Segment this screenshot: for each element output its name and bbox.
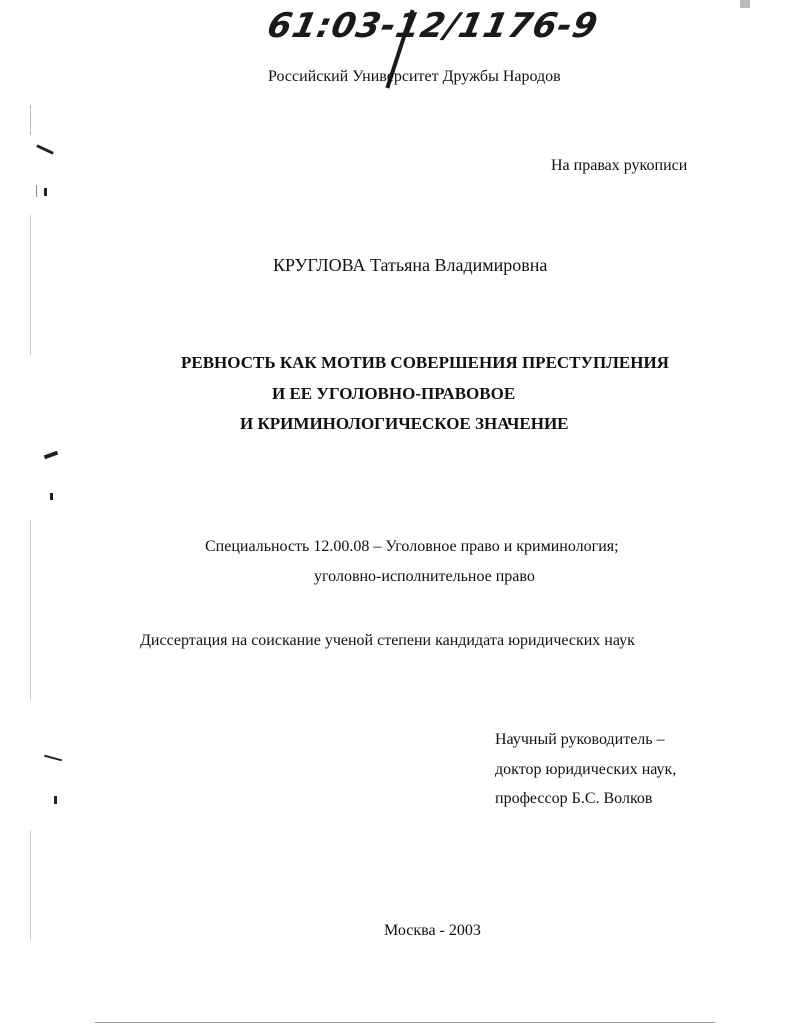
manuscript-rights-note: На правах рукописи	[551, 157, 688, 174]
scan-artifact	[30, 215, 31, 355]
scan-artifact	[44, 451, 59, 460]
supervisor-line-3: профессор Б.С. Волков	[495, 790, 653, 807]
dissertation-description: Диссертация на соискание ученой степени кандидата юридических наук	[140, 632, 635, 649]
scan-artifact	[44, 188, 47, 196]
university-name: Российский Университет Дружбы Народов	[268, 68, 561, 85]
scan-artifact	[54, 796, 57, 804]
scan-artifact	[30, 520, 31, 700]
scan-artifact	[50, 493, 53, 500]
specialty-line-1: Специальность 12.00.08 – Уголовное право и криминология;	[205, 538, 619, 555]
scan-artifact	[44, 755, 62, 762]
scan-artifact	[36, 185, 37, 197]
scan-artifact	[30, 105, 31, 135]
title-line-3: И КРИМИНОЛОГИЧЕСКОЕ ЗНАЧЕНИЕ	[240, 414, 569, 433]
specialty-line-2: уголовно-исполнительное право	[314, 568, 535, 585]
supervisor-line-2: доктор юридических наук,	[495, 761, 677, 778]
title-line-2: И ЕЕ УГОЛОВНО-ПРАВОВОЕ	[272, 384, 516, 403]
scan-bottom-line	[95, 1022, 715, 1023]
scan-artifact	[36, 144, 54, 154]
author-name: КРУГЛОВА Татьяна Владимировна	[273, 255, 548, 275]
title-line-1: РЕВНОСТЬ КАК МОТИВ СОВЕРШЕНИЯ ПРЕСТУПЛЕНИЯ	[181, 353, 669, 372]
scan-artifact	[30, 830, 31, 940]
supervisor-line-1: Научный руководитель –	[495, 731, 665, 748]
handwritten-catalog-stamp: 61:03-12/1176-9	[263, 6, 602, 46]
scan-artifact	[740, 0, 750, 8]
city-year: Москва - 2003	[384, 922, 481, 939]
